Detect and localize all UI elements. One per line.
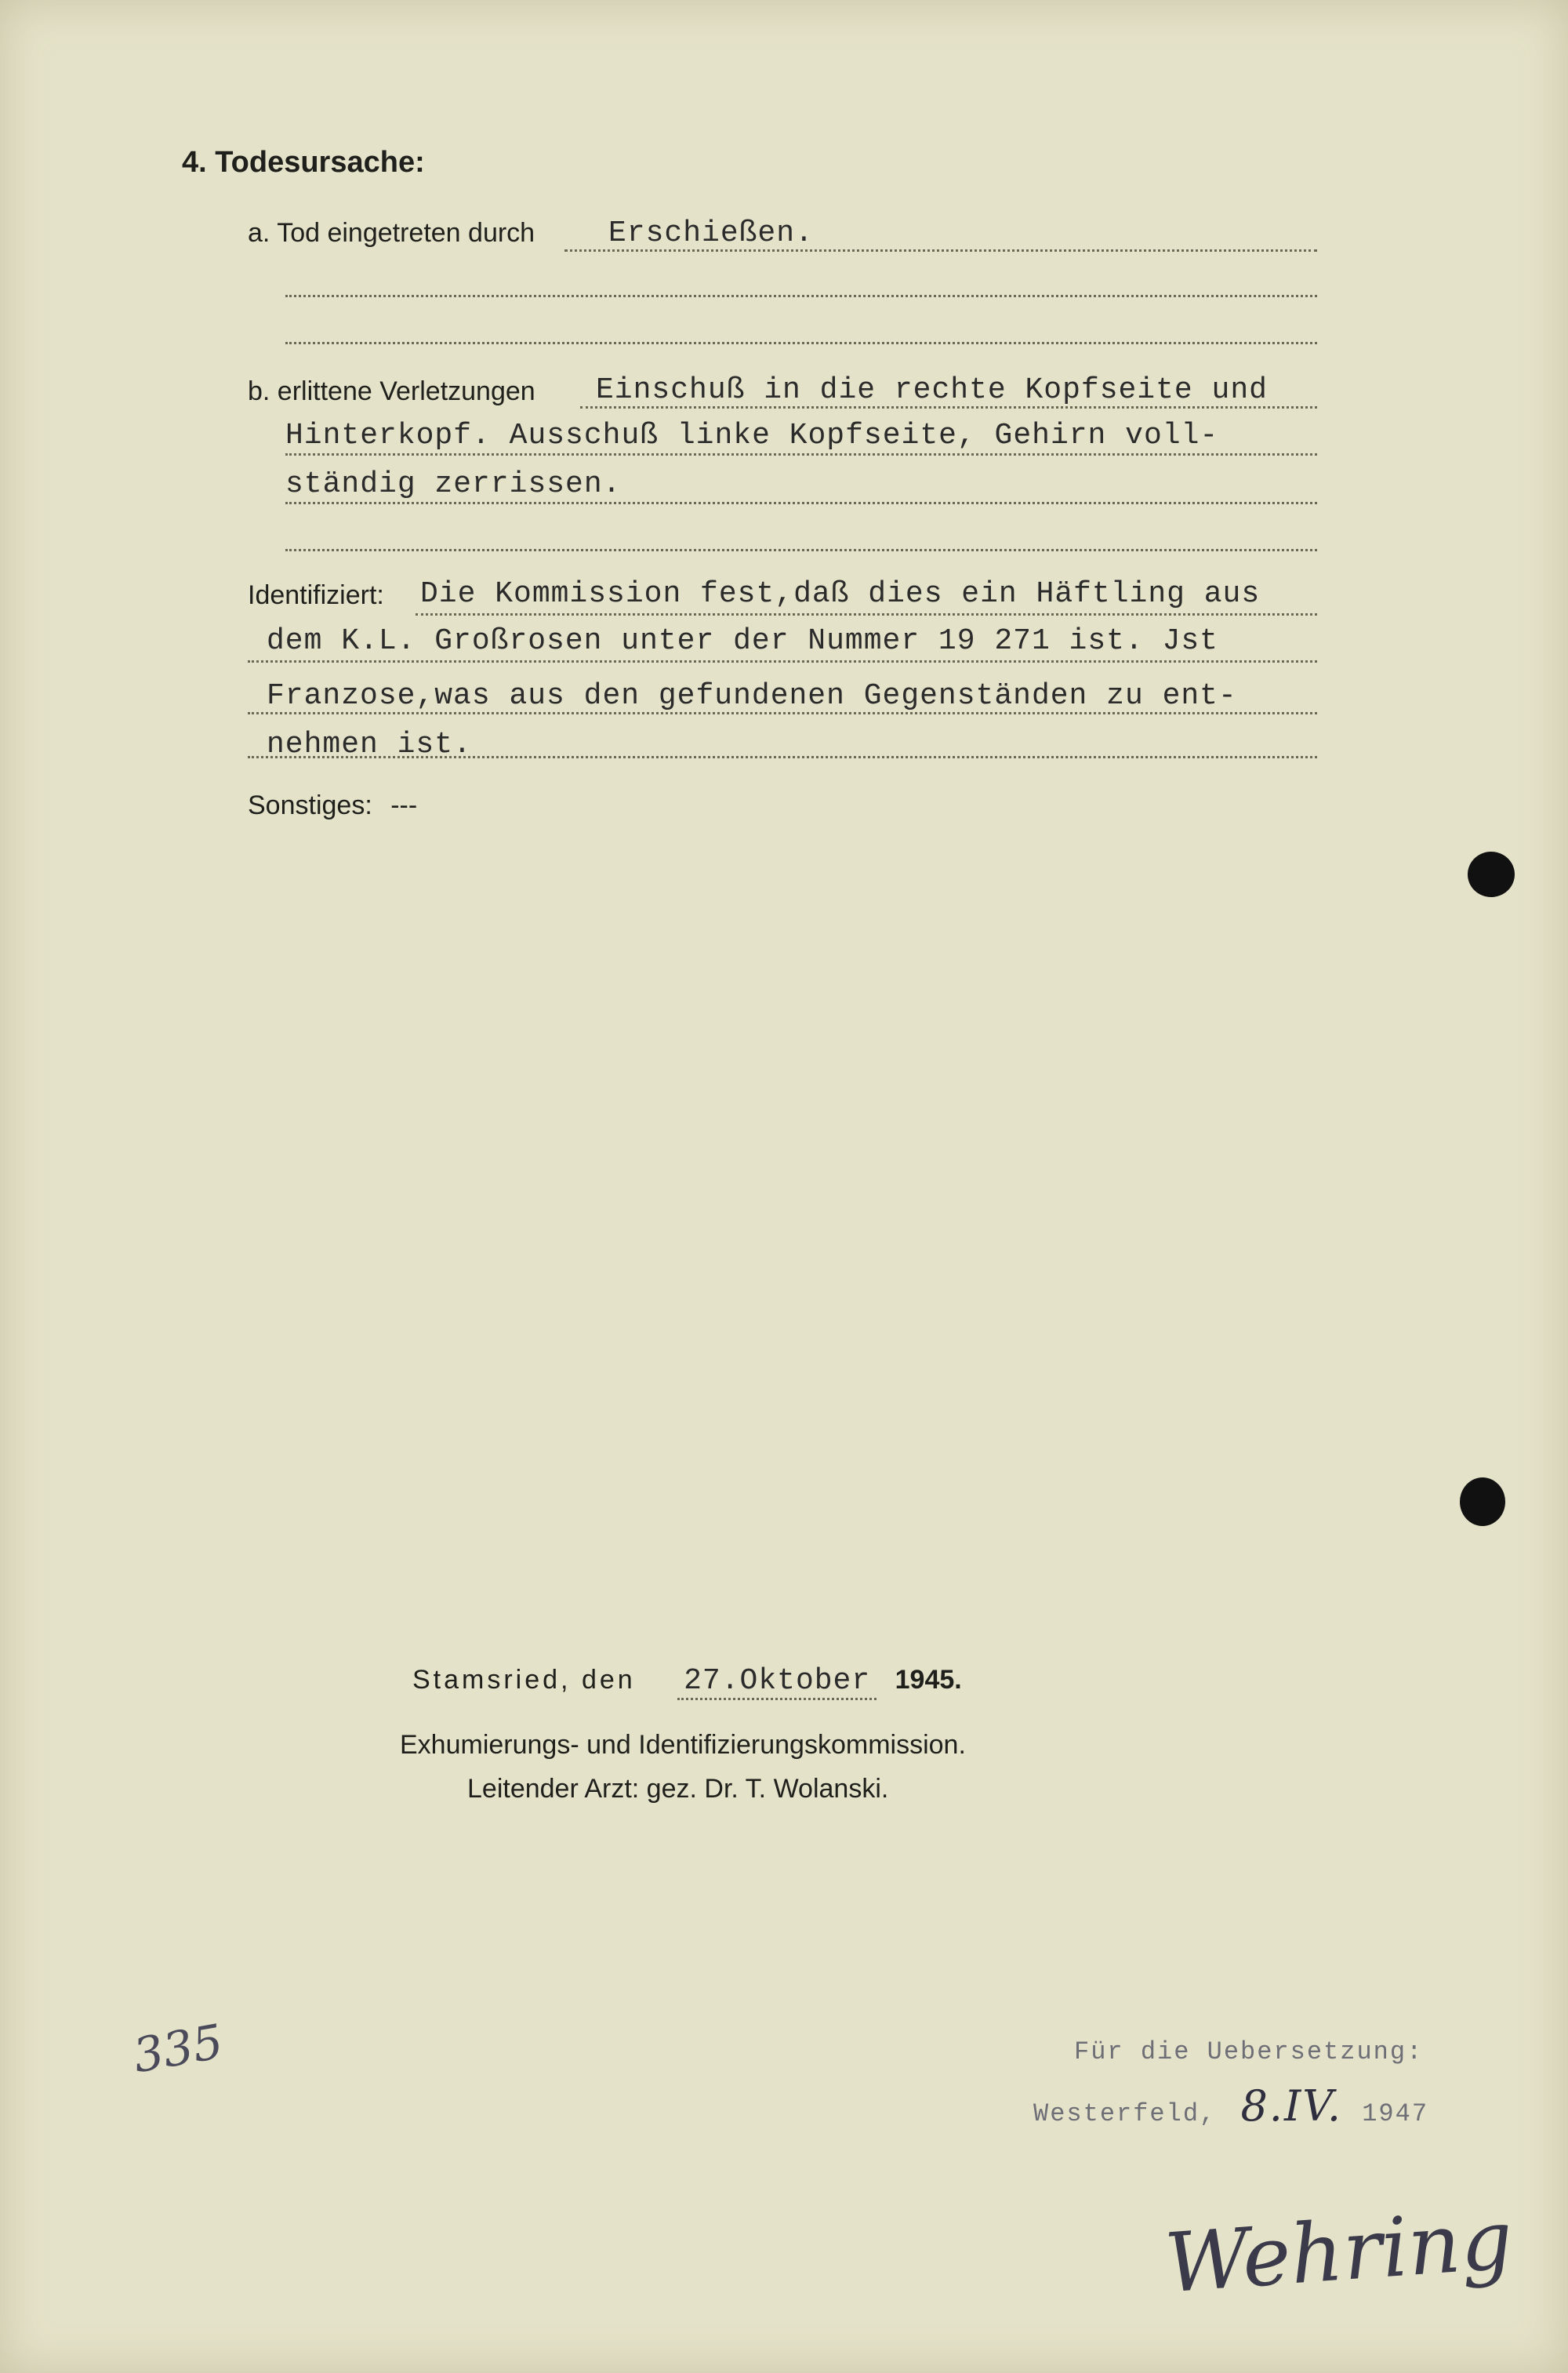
- dotted-line: [248, 660, 1317, 663]
- misc-label-text: Sonstiges:: [248, 790, 372, 820]
- dotted-line: [285, 453, 1317, 456]
- identified-line-2: dem K.L. Großrosen unter der Nummer 19 271 ist. Jst: [267, 624, 1218, 658]
- identified-line-3: Franzose,was aus den gefundenen Gegenständen zu ent-: [267, 679, 1237, 713]
- cause-of-death-label: a. Tod eingetreten durch: [248, 218, 535, 248]
- injuries-line-2: Hinterkopf. Ausschuß linke Kopfseite, Gehirn voll-: [285, 419, 1219, 452]
- dotted-line: [285, 502, 1317, 504]
- punch-hole-bottom: [1460, 1477, 1505, 1526]
- dotted-line: [564, 249, 1317, 252]
- misc-label: [248, 790, 417, 821]
- cause-of-death-value: Erschießen.: [608, 216, 814, 250]
- handwritten-page-number: 335: [129, 2014, 227, 2084]
- place-text: Stamsried, den: [412, 1665, 636, 1695]
- section-heading: 4. Todesursache:: [182, 146, 425, 179]
- certification-place: Westerfeld,: [1033, 2099, 1217, 2128]
- injuries-line-1: Einschuß in die rechte Kopfseite und: [596, 373, 1268, 407]
- misc-value: ---: [390, 790, 418, 820]
- injuries-line-3: ständig zerrissen.: [285, 467, 622, 501]
- dotted-line: [285, 549, 1317, 551]
- punch-hole-top: [1468, 852, 1515, 897]
- signature: Wehring: [1162, 2191, 1516, 2312]
- dotted-line: [580, 406, 1317, 409]
- doctor-line: Leitender Arzt: gez. Dr. T. Wolanski.: [467, 1774, 889, 1804]
- certification-line-2: [1033, 2081, 1428, 2131]
- dotted-line: [285, 342, 1317, 344]
- identified-line-4: nehmen ist.: [267, 728, 472, 761]
- certification-date: 8.IV.: [1240, 2081, 1343, 2131]
- place-date-line: [412, 1664, 962, 1700]
- date-value: 27.Oktober: [677, 1664, 877, 1700]
- certification-year: 1947: [1362, 2099, 1429, 2128]
- dotted-line: [248, 756, 1317, 758]
- dotted-line: [285, 295, 1317, 297]
- dotted-line: [248, 712, 1317, 714]
- dotted-line: [416, 613, 1317, 616]
- identified-line-1: Die Kommission fest,daß dies ein Häftling aus: [420, 577, 1261, 611]
- commission-line: Exhumierungs- und Identifizierungskommission.: [400, 1730, 966, 1760]
- identified-label: Identifiziert:: [248, 580, 384, 610]
- year-text: 1945.: [895, 1665, 962, 1695]
- injuries-label: b. erlittene Verletzungen: [248, 376, 535, 406]
- certification-line-1: Für die Uebersetzung:: [1074, 2037, 1424, 2066]
